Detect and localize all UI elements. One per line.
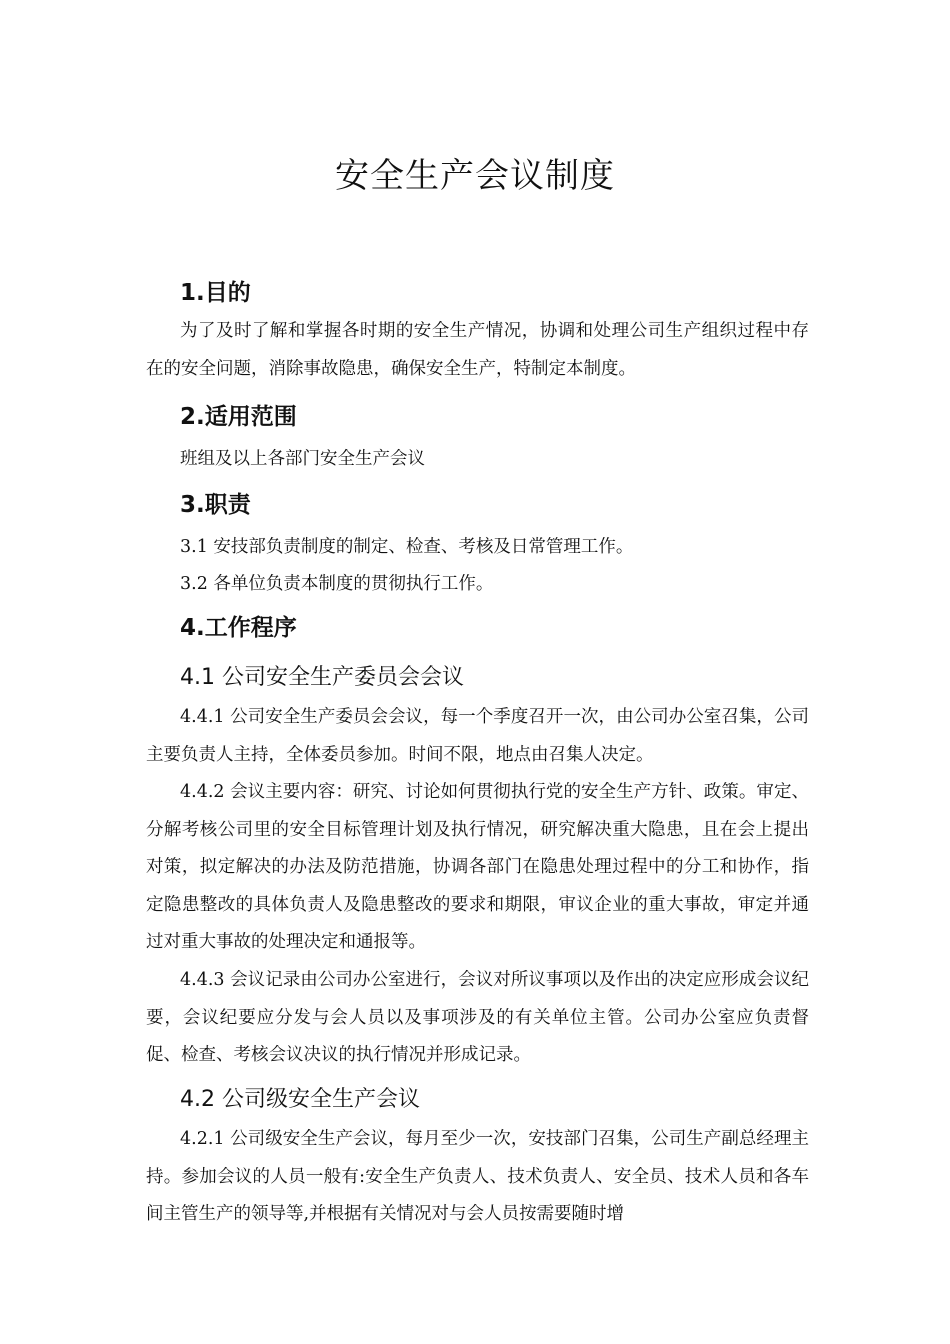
section-heading-purpose: 1.目的 [180,280,251,306]
subsection-heading-company-meeting: 4.2 公司级安全生产会议 [180,1087,420,1112]
section-heading-duties: 3.职责 [180,492,251,518]
committee-paragraph: 4.4.2 会议主要内容：研究、讨论如何贯彻执行党的安全生产方针、政策。审定、分解考核公司里的安全目标管理计划及执行情况，研究解决重大隐患，且在会上提出对策，拟定解决的办法及防范措施，协调各部门在隐患处理过程中的分工和协作，指定隐患整改的具体负责人及隐患整改的要求和期限，审议企业的重大事故，审定并通过对重大事故的处理决定和通报等。 [146,782,809,952]
company-meeting-paragraph: 4.2.1 公司级安全生产会议，每月至少一次，安技部门召集，公司生产副总经理主持。参加会议的人员一般有:安全生产负责人、技术负责人、安全员、技术人员和各车间主管生产的领导等,并根据有关情况对与会人员按需要随时增 [146,1129,809,1224]
duty-item: 3.1 安技部负责制度的制定、检查、考核及日常管理工作。 [180,537,634,557]
section-heading-scope: 2.适用范围 [180,404,297,430]
committee-paragraph: 4.4.3 会议记录由公司办公室进行，会议对所议事项以及作出的决定应形成会议纪要，会议纪要应分发与会人员以及事项涉及的有关单位主管。公司办公室应负责督促、检查、考核会议决议的执行情况并形成记录。 [146,970,809,1065]
page-title: 安全生产会议制度 [335,156,615,196]
duty-item: 3.2 各单位负责本制度的贯彻执行工作。 [180,574,494,594]
scope-text: 班组及以上各部门安全生产会议 [180,449,425,469]
purpose-paragraph: 为了及时了解和掌握各时期的安全生产情况，协调和处理公司生产组织过程中存在的安全问题，消除事故隐患，确保安全生产，特制定本制度。 [146,321,809,379]
section-heading-procedure: 4.工作程序 [180,615,297,641]
committee-paragraph: 4.4.1 公司安全生产委员会会议，每一个季度召开一次，由公司办公室召集，公司主要负责人主持，全体委员参加。时间不限，地点由召集人决定。 [146,707,809,765]
subsection-heading-committee: 4.1 公司安全生产委员会会议 [180,665,464,690]
